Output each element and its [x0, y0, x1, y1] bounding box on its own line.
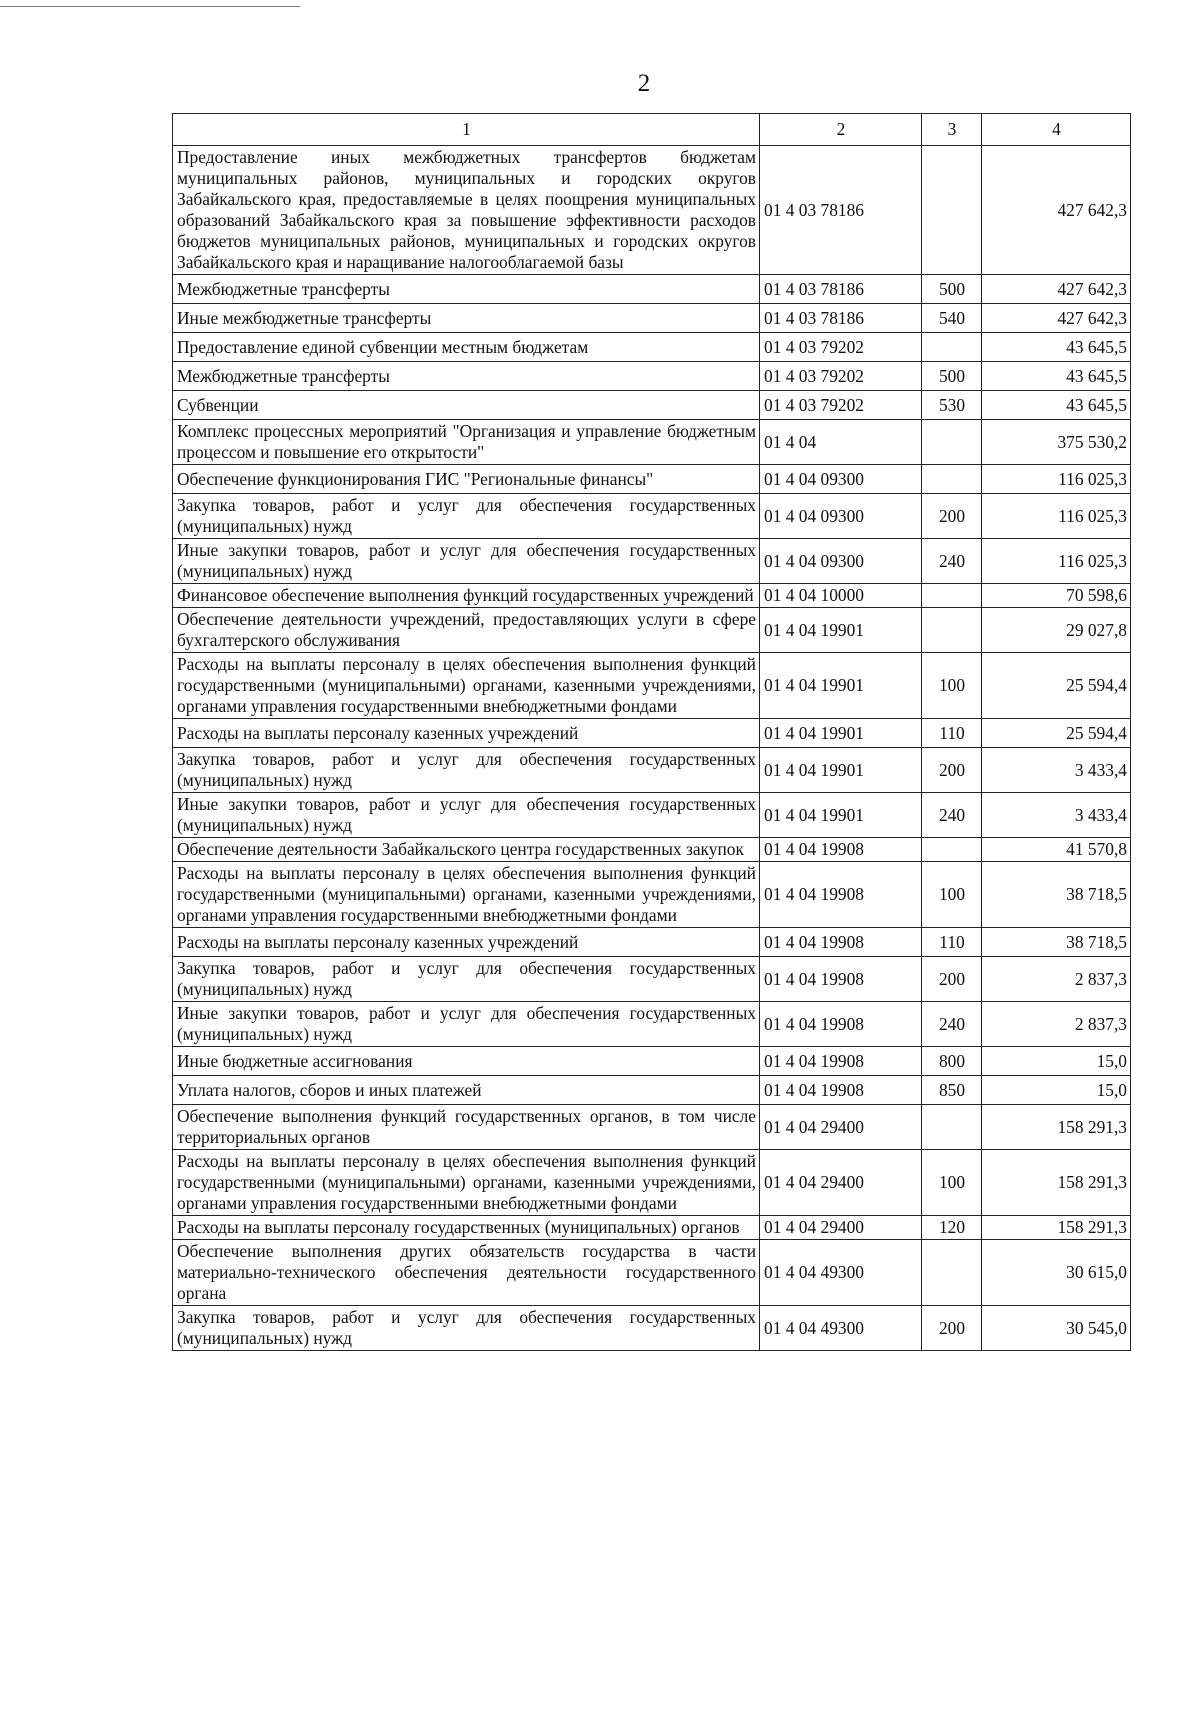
- row-type-cell: 240: [922, 793, 982, 838]
- row-type-cell: 110: [922, 719, 982, 748]
- row-code-cell: 01 4 04 29400: [760, 1216, 922, 1240]
- row-amount-cell: 38 718,5: [982, 928, 1131, 957]
- row-name-cell: Иные межбюджетные трансферты: [173, 304, 760, 333]
- row-type-cell: 500: [922, 362, 982, 391]
- row-amount-cell: 3 433,4: [982, 793, 1131, 838]
- row-code-cell: 01 4 03 79202: [760, 333, 922, 362]
- row-name-cell: Расходы на выплаты персоналу в целях обеспечения выполнения функций государственными (муниципальными) органами, казенными учреждениями, органами управления государственными внебюджетными фондами: [173, 1150, 760, 1216]
- row-name-cell: Обеспечение выполнения других обязательств государства в части материально-технического обеспечения деятельности государственного органа: [173, 1240, 760, 1306]
- row-type-cell: 500: [922, 275, 982, 304]
- row-type-cell: [922, 333, 982, 362]
- row-code-cell: 01 4 04 29400: [760, 1150, 922, 1216]
- row-name-cell: Закупка товаров, работ и услуг для обеспечения государственных (муниципальных) нужд: [173, 1306, 760, 1351]
- row-code-cell: 01 4 04 29400: [760, 1105, 922, 1150]
- row-code-cell: 01 4 04 19901: [760, 719, 922, 748]
- row-name-cell: Иные закупки товаров, работ и услуг для обеспечения государственных (муниципальных) нужд: [173, 1002, 760, 1047]
- row-name-cell: Закупка товаров, работ и услуг для обеспечения государственных (муниципальных) нужд: [173, 957, 760, 1002]
- row-code-cell: 01 4 04 49300: [760, 1306, 922, 1351]
- table-row: [173, 1150, 1131, 1216]
- row-code-cell: 01 4 04 19901: [760, 748, 922, 793]
- table-row: [173, 793, 1131, 838]
- row-amount-cell: 158 291,3: [982, 1105, 1131, 1150]
- row-amount-cell: 38 718,5: [982, 862, 1131, 928]
- row-name-cell: Обеспечение функционирования ГИС "Региональные финансы": [173, 465, 760, 494]
- table-row: [173, 1105, 1131, 1150]
- row-type-cell: [922, 1240, 982, 1306]
- row-code-cell: 01 4 04 09300: [760, 465, 922, 494]
- row-name-cell: Предоставление иных межбюджетных трансфертов бюджетам муниципальных районов, муниципальных и городских округов Забайкальского края, предоставляемые в целях поощрения муниципальных образований Забайкальского края за повышение эффективности расходов бюджетов муниципальных районов, муниципальных и городских округов Забайкальского края и наращивание налогооблагаемой базы: [173, 146, 760, 275]
- table-header-row: [173, 114, 1131, 146]
- row-type-cell: 120: [922, 1216, 982, 1240]
- row-name-cell: Иные закупки товаров, работ и услуг для обеспечения государственных (муниципальных) нужд: [173, 539, 760, 584]
- row-amount-cell: 41 570,8: [982, 838, 1131, 862]
- row-amount-cell: 375 530,2: [982, 420, 1131, 465]
- row-name-cell: Межбюджетные трансферты: [173, 275, 760, 304]
- row-amount-cell: 29 027,8: [982, 608, 1131, 653]
- row-type-cell: 850: [922, 1076, 982, 1105]
- row-type-cell: 110: [922, 928, 982, 957]
- row-code-cell: 01 4 04: [760, 420, 922, 465]
- row-type-cell: 200: [922, 1306, 982, 1351]
- table-row: [173, 838, 1131, 862]
- row-code-cell: 01 4 04 19908: [760, 1047, 922, 1076]
- row-name-cell: Уплата налогов, сборов и иных платежей: [173, 1076, 760, 1105]
- table-row: [173, 420, 1131, 465]
- row-type-cell: 200: [922, 494, 982, 539]
- table-row: [173, 391, 1131, 420]
- row-code-cell: 01 4 04 19908: [760, 957, 922, 1002]
- row-code-cell: 01 4 03 78186: [760, 304, 922, 333]
- row-name-cell: Иные закупки товаров, работ и услуг для обеспечения государственных (муниципальных) нужд: [173, 793, 760, 838]
- row-type-cell: [922, 465, 982, 494]
- row-code-cell: 01 4 04 19901: [760, 653, 922, 719]
- row-amount-cell: 2 837,3: [982, 957, 1131, 1002]
- table-row: [173, 275, 1131, 304]
- row-amount-cell: 30 545,0: [982, 1306, 1131, 1351]
- table-row: [173, 928, 1131, 957]
- row-type-cell: 100: [922, 1150, 982, 1216]
- table-row: [173, 1240, 1131, 1306]
- row-name-cell: Комплекс процессных мероприятий "Организация и управление бюджетным процессом и повышение его открытости": [173, 420, 760, 465]
- row-name-cell: Расходы на выплаты персоналу государственных (муниципальных) органов: [173, 1216, 760, 1240]
- row-amount-cell: 3 433,4: [982, 748, 1131, 793]
- table-row: [173, 862, 1131, 928]
- row-name-cell: Иные бюджетные ассигнования: [173, 1047, 760, 1076]
- row-name-cell: Расходы на выплаты персоналу казенных учреждений: [173, 928, 760, 957]
- table-row: [173, 1047, 1131, 1076]
- row-amount-cell: 43 645,5: [982, 391, 1131, 420]
- row-amount-cell: 158 291,3: [982, 1150, 1131, 1216]
- table-row: [173, 146, 1131, 275]
- row-amount-cell: 116 025,3: [982, 539, 1131, 584]
- table-row: [173, 465, 1131, 494]
- row-type-cell: 240: [922, 539, 982, 584]
- row-amount-cell: 70 598,6: [982, 584, 1131, 608]
- row-type-cell: [922, 146, 982, 275]
- row-name-cell: Обеспечение выполнения функций государственных органов, в том числе территориальных органов: [173, 1105, 760, 1150]
- row-name-cell: Расходы на выплаты персоналу в целях обеспечения выполнения функций государственными (муниципальными) органами, казенными учреждениями, органами управления государственными внебюджетными фондами: [173, 653, 760, 719]
- table-row: [173, 608, 1131, 653]
- row-type-cell: 200: [922, 957, 982, 1002]
- row-amount-cell: 427 642,3: [982, 304, 1131, 333]
- row-code-cell: 01 4 04 09300: [760, 539, 922, 584]
- row-code-cell: 01 4 03 78186: [760, 146, 922, 275]
- table-row: [173, 333, 1131, 362]
- row-type-cell: [922, 584, 982, 608]
- row-name-cell: Межбюджетные трансферты: [173, 362, 760, 391]
- table-row: [173, 304, 1131, 333]
- row-type-cell: 200: [922, 748, 982, 793]
- page-number: 2: [637, 70, 651, 97]
- row-code-cell: 01 4 04 19908: [760, 838, 922, 862]
- table-row: [173, 957, 1131, 1002]
- row-code-cell: 01 4 04 19908: [760, 928, 922, 957]
- table-row: [173, 1216, 1131, 1240]
- row-amount-cell: 43 645,5: [982, 362, 1131, 391]
- header-col-4: 4: [982, 114, 1131, 146]
- row-type-cell: 100: [922, 862, 982, 928]
- row-amount-cell: 427 642,3: [982, 275, 1131, 304]
- table-row: [173, 1076, 1131, 1105]
- row-type-cell: [922, 420, 982, 465]
- budget-table: [172, 113, 1131, 1351]
- row-type-cell: 100: [922, 653, 982, 719]
- row-amount-cell: 15,0: [982, 1047, 1131, 1076]
- table-row: [173, 1306, 1131, 1351]
- row-type-cell: [922, 608, 982, 653]
- table-row: [173, 584, 1131, 608]
- row-code-cell: 01 4 04 19908: [760, 862, 922, 928]
- row-amount-cell: 30 615,0: [982, 1240, 1131, 1306]
- row-code-cell: 01 4 04 19901: [760, 793, 922, 838]
- row-name-cell: Субвенции: [173, 391, 760, 420]
- row-code-cell: 01 4 03 79202: [760, 362, 922, 391]
- header-col-2: 2: [760, 114, 922, 146]
- row-name-cell: Финансовое обеспечение выполнения функций государственных учреждений: [173, 584, 760, 608]
- row-amount-cell: 158 291,3: [982, 1216, 1131, 1240]
- row-code-cell: 01 4 04 19901: [760, 608, 922, 653]
- row-amount-cell: 43 645,5: [982, 333, 1131, 362]
- row-name-cell: Предоставление единой субвенции местным бюджетам: [173, 333, 760, 362]
- row-amount-cell: 25 594,4: [982, 653, 1131, 719]
- row-name-cell: Закупка товаров, работ и услуг для обеспечения государственных (муниципальных) нужд: [173, 748, 760, 793]
- row-type-cell: [922, 1105, 982, 1150]
- row-amount-cell: 25 594,4: [982, 719, 1131, 748]
- row-amount-cell: 427 642,3: [982, 146, 1131, 275]
- row-type-cell: 240: [922, 1002, 982, 1047]
- scan-border-line: [0, 6, 300, 7]
- row-type-cell: 800: [922, 1047, 982, 1076]
- row-code-cell: 01 4 04 19908: [760, 1002, 922, 1047]
- row-name-cell: Расходы на выплаты персоналу в целях обеспечения выполнения функций государственными (муниципальными) органами, казенными учреждениями, органами управления государственными внебюджетными фондами: [173, 862, 760, 928]
- row-amount-cell: 116 025,3: [982, 494, 1131, 539]
- table-row: [173, 653, 1131, 719]
- row-code-cell: 01 4 03 79202: [760, 391, 922, 420]
- row-amount-cell: 116 025,3: [982, 465, 1131, 494]
- row-amount-cell: 15,0: [982, 1076, 1131, 1105]
- header-col-3: 3: [922, 114, 982, 146]
- header-col-1: 1: [173, 114, 760, 146]
- row-code-cell: 01 4 03 78186: [760, 275, 922, 304]
- row-name-cell: Обеспечение деятельности учреждений, предоставляющих услуги в сфере бухгалтерского обслуживания: [173, 608, 760, 653]
- row-code-cell: 01 4 04 49300: [760, 1240, 922, 1306]
- table-row: [173, 494, 1131, 539]
- row-code-cell: 01 4 04 19908: [760, 1076, 922, 1105]
- row-type-cell: 540: [922, 304, 982, 333]
- row-amount-cell: 2 837,3: [982, 1002, 1131, 1047]
- table-row: [173, 362, 1131, 391]
- row-code-cell: 01 4 04 10000: [760, 584, 922, 608]
- row-name-cell: Обеспечение деятельности Забайкальского центра государственных закупок: [173, 838, 760, 862]
- row-name-cell: Закупка товаров, работ и услуг для обеспечения государственных (муниципальных) нужд: [173, 494, 760, 539]
- table-row: [173, 719, 1131, 748]
- row-code-cell: 01 4 04 09300: [760, 494, 922, 539]
- row-type-cell: [922, 838, 982, 862]
- row-name-cell: Расходы на выплаты персоналу казенных учреждений: [173, 719, 760, 748]
- table-row: [173, 748, 1131, 793]
- table-row: [173, 539, 1131, 584]
- row-type-cell: 530: [922, 391, 982, 420]
- table-row: [173, 1002, 1131, 1047]
